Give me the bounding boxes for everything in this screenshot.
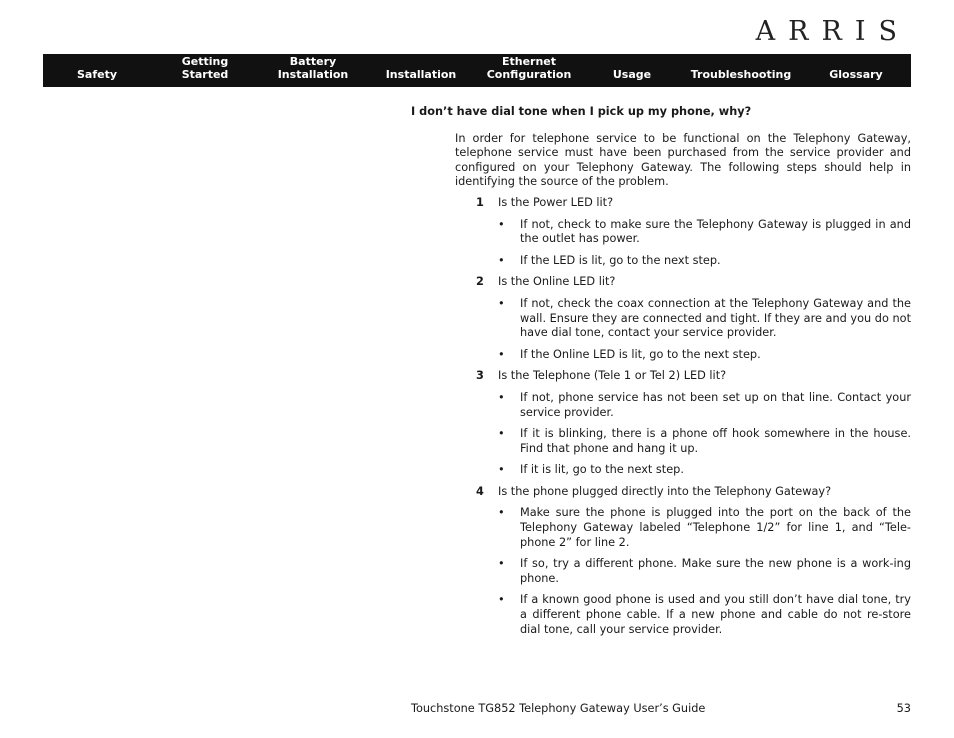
page-footer bbox=[411, 702, 911, 715]
nav-battery-installation[interactable] bbox=[259, 54, 367, 87]
section-heading: I don’t have dial tone when I pick up my phone, why? bbox=[411, 105, 752, 118]
nav-installation[interactable] bbox=[367, 54, 475, 87]
nav-label: Glossary bbox=[829, 68, 883, 81]
bullet-text: If it is lit, go to the next step. bbox=[520, 463, 684, 477]
step-1-bullets bbox=[498, 218, 911, 269]
step-text: Is the phone plugged directly into the Telephony Gateway? bbox=[498, 484, 832, 498]
step-number: 4 bbox=[476, 484, 484, 498]
nav-label: Ethernet bbox=[501, 55, 557, 68]
list-item bbox=[498, 348, 911, 363]
list-item bbox=[498, 557, 911, 586]
step-text: Is the Online LED lit? bbox=[498, 275, 616, 289]
bullet-icon: • bbox=[498, 427, 505, 441]
arris-logo: ARRIS bbox=[755, 16, 910, 47]
step-text: Is the Power LED lit? bbox=[498, 195, 614, 209]
bullet-text: If a known good phone is used and you still don’t have dial tone, try a different phone cable. If a new phone and cable do not re-store dial tone, call your service provider. bbox=[520, 593, 911, 636]
nav-safety[interactable] bbox=[43, 54, 151, 87]
nav-troubleshooting[interactable] bbox=[681, 54, 801, 87]
step-number: 1 bbox=[476, 195, 484, 209]
step-3-bullets bbox=[498, 391, 911, 478]
step-4 bbox=[476, 484, 911, 500]
list-item bbox=[498, 218, 911, 247]
nav-label: Configuration bbox=[486, 68, 572, 81]
step-2-bullets bbox=[498, 297, 911, 362]
bullet-text: If not, check to make sure the Telephony Gateway is plugged in and the outlet has power. bbox=[520, 217, 911, 246]
nav-label: Getting bbox=[181, 55, 229, 68]
bullet-text: If the Online LED is lit, go to the next step. bbox=[520, 347, 761, 361]
list-item bbox=[498, 297, 911, 341]
main-content bbox=[411, 105, 911, 644]
bullet-icon: • bbox=[498, 593, 505, 607]
list-item bbox=[498, 463, 911, 478]
bullet-text: If it is blinking, there is a phone off hook somewhere in the house. Find that phone and hang it up. bbox=[520, 427, 911, 455]
nav-label: Battery bbox=[289, 55, 337, 68]
nav-getting-started[interactable] bbox=[151, 54, 259, 87]
bullet-text: Make sure the phone is plugged into the port on the back of the Telephony Gateway labeled “Telephone 1/2” for line 1, and “Tele-phone 2” for line 2. bbox=[520, 506, 911, 549]
top-navigation bbox=[43, 54, 911, 87]
step-3 bbox=[476, 369, 911, 384]
bullet-icon: • bbox=[498, 506, 505, 520]
nav-ethernet-configuration[interactable] bbox=[475, 54, 583, 87]
nav-label: Installation bbox=[277, 68, 349, 81]
nav-label: Installation bbox=[385, 68, 457, 81]
list-item bbox=[498, 593, 911, 637]
nav-label: Troubleshooting bbox=[690, 68, 792, 81]
list-item bbox=[498, 427, 911, 456]
step-2 bbox=[476, 275, 911, 290]
nav-label: Started bbox=[181, 68, 229, 81]
bullet-icon: • bbox=[498, 463, 505, 477]
bullet-text: If not, phone service has not been set up on that line. Contact your service provider. bbox=[520, 390, 911, 419]
bullet-text: If so, try a different phone. Make sure the new phone is a work-ing phone. bbox=[520, 557, 911, 585]
list-item bbox=[498, 506, 911, 550]
nav-glossary[interactable] bbox=[801, 54, 911, 87]
bullet-icon: • bbox=[498, 557, 505, 571]
step-4-bullets bbox=[498, 506, 911, 637]
list-item bbox=[498, 254, 911, 269]
step-text: Is the Telephone (Tele 1 or Tel 2) LED lit? bbox=[498, 369, 727, 383]
step-number: 3 bbox=[476, 369, 484, 383]
step-number: 2 bbox=[476, 275, 484, 289]
bullet-text: If not, check the coax connection at the Telephony Gateway and the wall. Ensure they are connected and tight. If they are and you do not have dial tone, contact your service provider. bbox=[520, 296, 911, 340]
list-item bbox=[498, 391, 911, 420]
bullet-icon: • bbox=[498, 253, 505, 267]
step-1 bbox=[476, 195, 911, 211]
nav-label: Safety bbox=[76, 68, 118, 81]
page-number: 53 bbox=[896, 702, 911, 715]
footer-title: Touchstone TG852 Telephony Gateway User’s Guide bbox=[411, 702, 706, 715]
bullet-text: If the LED is lit, go to the next step. bbox=[520, 253, 721, 267]
bullet-icon: • bbox=[498, 217, 505, 231]
bullet-icon: • bbox=[498, 347, 505, 361]
nav-label: Usage bbox=[612, 68, 652, 81]
nav-usage[interactable] bbox=[583, 54, 681, 87]
bullet-icon: • bbox=[498, 296, 505, 310]
bullet-icon: • bbox=[498, 390, 505, 404]
intro-paragraph: In order for telephone service to be functional on the Telephony Gateway, telephone service must have been purchased from the service provider and configured on your Telephony Gateway. The following steps should help in identifying the source of the problem. bbox=[455, 131, 911, 189]
